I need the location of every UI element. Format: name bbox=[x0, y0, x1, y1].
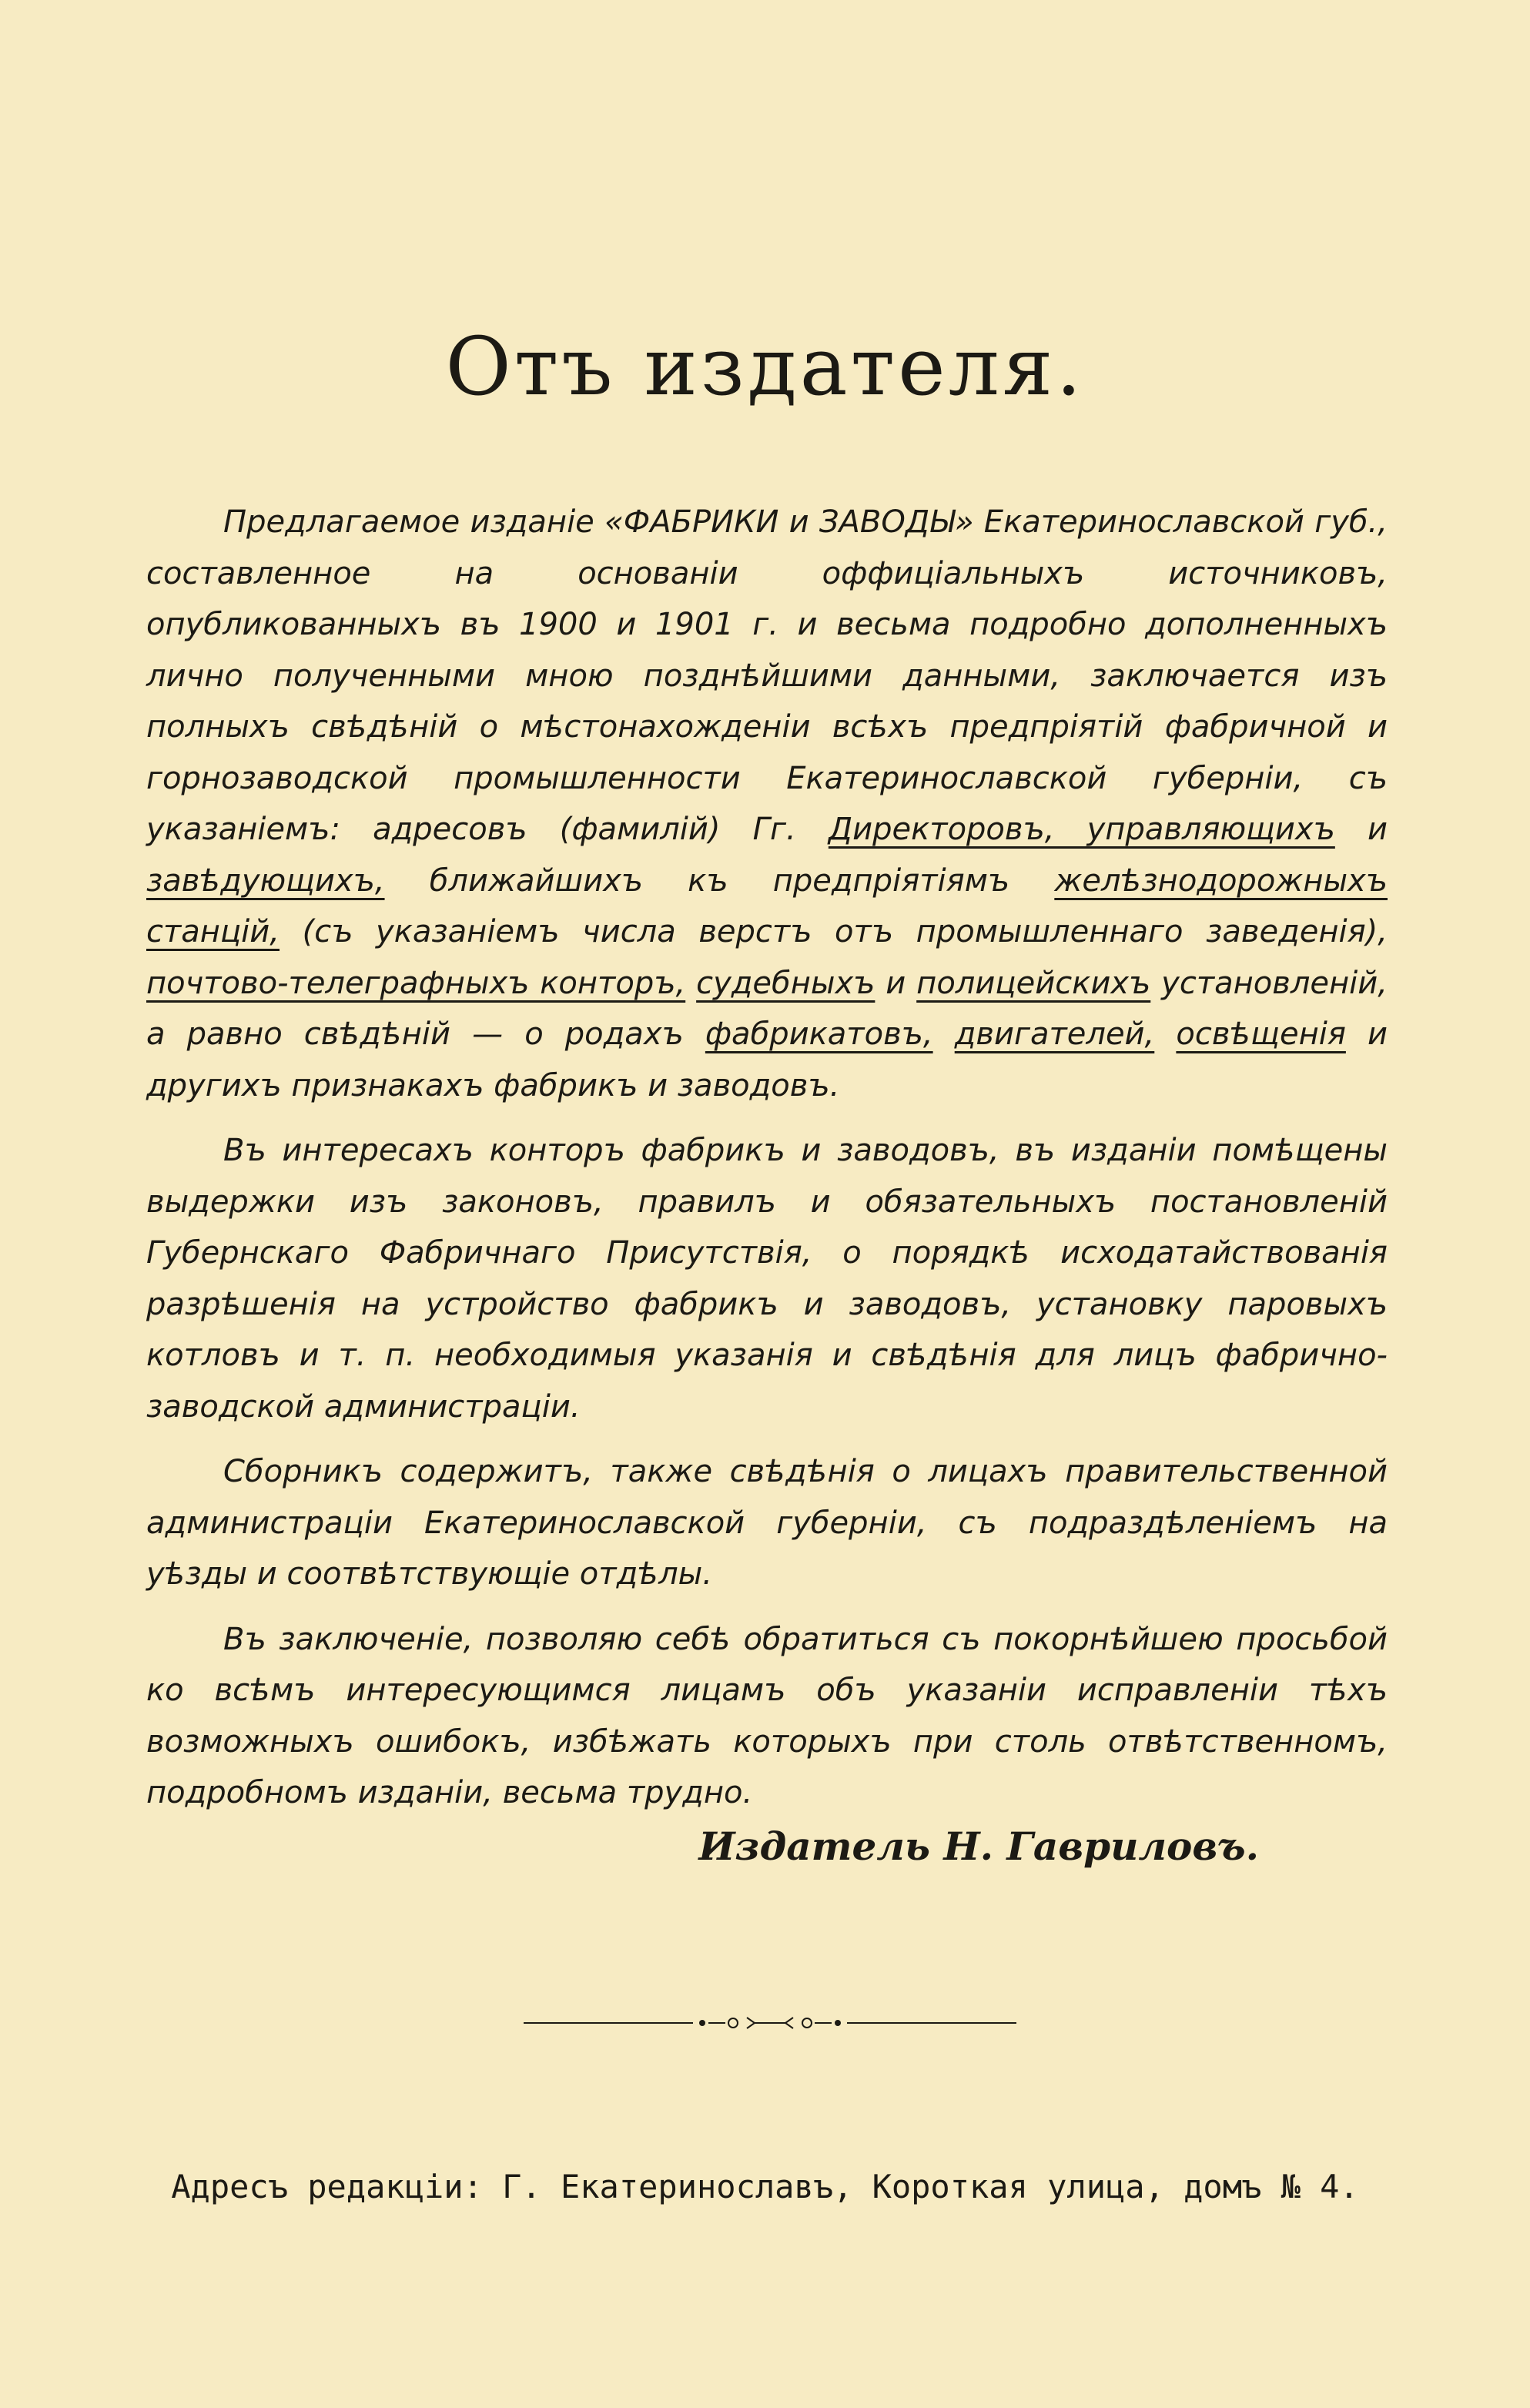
text-span bbox=[933, 1016, 955, 1052]
underlined-term: полицейскихъ bbox=[916, 965, 1151, 1001]
underlined-term: освѣщенія bbox=[1176, 1016, 1346, 1052]
text-span: установленій, а равно свѣдѣній — о родахъ bbox=[146, 965, 1388, 1052]
underlined-term: фабрикатовъ, bbox=[705, 1016, 933, 1052]
text-span: и bbox=[1334, 812, 1388, 847]
text-span: и bbox=[875, 965, 917, 1001]
paragraph-contents: Сборникъ содержитъ, также свѣдѣнія о лицахъ правительственной администраціи Екатеринославской губерніи, съ подраздѣленіемъ на уѣзды и соотвѣтствующіе отдѣлы. bbox=[146, 1454, 1388, 1592]
page-title: Отъ издателя. bbox=[445, 320, 1085, 414]
text-span bbox=[685, 966, 696, 1001]
text-span: ближайшихъ къ предпріятіямъ bbox=[384, 862, 1055, 899]
text-span: Предлагаемое изданіе «ФАБРИКИ и ЗАВОДЫ» Екатеринославской губ., составленное на основаніи оффиціальныхъ источниковъ, опубликованныхъ въ 1900 и 1901 г. и весьма подробно дополненныхъ лично полученными мною позднѣйшими данными, заключается изъ полныхъ свѣдѣній о мѣстонахожденіи всѣхъ предпріятій фабричной и горнозаводской промышленности Екатеринославской губерніи, съ указаніемъ: адресовъ (фамилій) Гг. bbox=[146, 504, 1388, 847]
paragraph-conclusion: Въ заключеніе, позволяю себѣ обратиться съ покорнѣйшею просьбой ко всѣмъ интересующимся лицамъ объ указаніи исправленіи тѣхъ возможныхъ ошибокъ, избѣжать которыхъ при столь отвѣтственномъ, подробномъ изданіи, весьма трудно. bbox=[146, 1621, 1388, 1810]
underlined-term: судебныхъ bbox=[696, 965, 875, 1001]
text-span: (съ указаніемъ числа верстъ отъ промышленнаго заведенія), bbox=[280, 914, 1388, 949]
underlined-term: почтово-телеграфныхъ конторъ, bbox=[146, 965, 686, 1001]
paragraph-intro bbox=[146, 497, 1388, 1111]
underlined-term: желѣзнодорожныхъ станцій, bbox=[146, 862, 1388, 949]
underlined-term: Директоровъ, управляющихъ bbox=[828, 812, 1335, 847]
text-span bbox=[1154, 1016, 1176, 1052]
ornament-divider bbox=[524, 2011, 1016, 2035]
editorial-address: Адресъ редакціи: Г. Екатеринославъ, Короткая улица, домъ № 4. bbox=[171, 2168, 1359, 2205]
paragraph-excerpts: Въ интересахъ конторъ фабрикъ и заводовъ, въ изданіи помѣщены выдержки изъ законовъ, правилъ и обязательныхъ постановленій Губернскаго Фабричнаго Присутствія, о порядкѣ исходатайствованія разрѣшенія на устройство фабрикъ и заводовъ, установку паровыхъ котловъ и т. п. необходимыя указанія и свѣдѣнія для лицъ фабрично-заводской администраціи. bbox=[146, 1133, 1388, 1425]
underlined-term: завѣдующихъ, bbox=[146, 862, 385, 899]
body-text bbox=[146, 497, 1388, 1833]
publisher-signature: Издатель Н. Гавриловъ. bbox=[698, 1824, 1259, 1869]
text-span: и другихъ признакахъ фабрикъ и заводовъ. bbox=[146, 1016, 1388, 1104]
underlined-term: двигателей, bbox=[954, 1016, 1155, 1052]
